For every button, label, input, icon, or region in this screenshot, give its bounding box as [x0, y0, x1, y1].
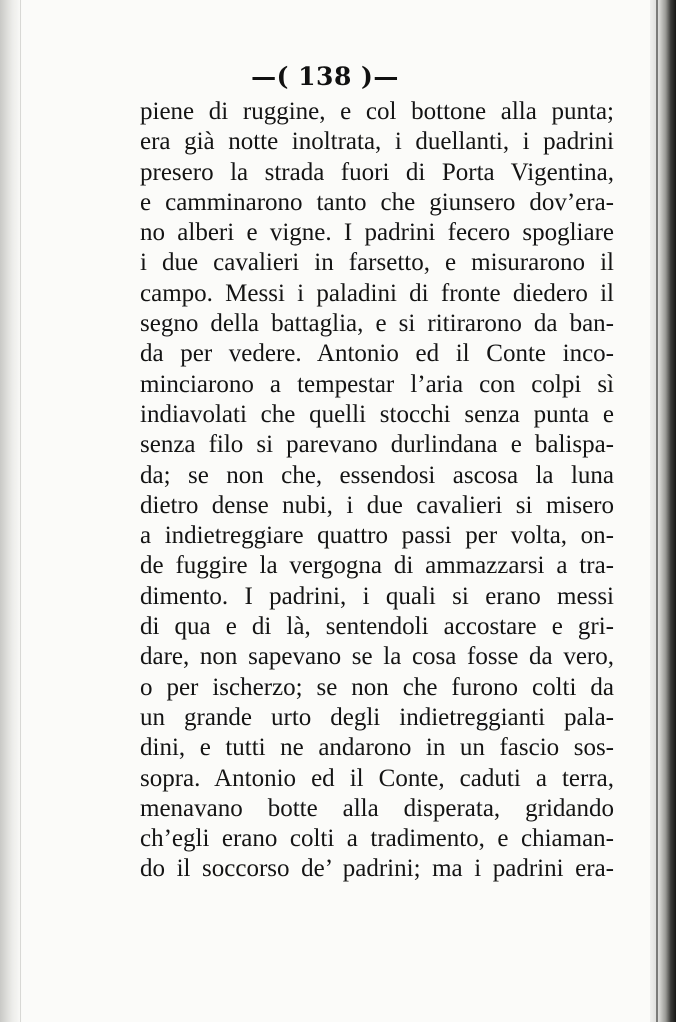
- text-line: era già notte inoltrata, i duellanti, i padrini: [140, 128, 614, 156]
- text-line: a indietreggiare quattro passi per volta, on-: [140, 522, 614, 550]
- text-line: o per ischerzo; se non che furono colti da: [140, 673, 614, 701]
- right-page-edge-shadow: [650, 0, 676, 1022]
- text-line: i due cavalieri in farsetto, e misurarono il: [140, 249, 614, 277]
- text-line: menavano botte alla disperata, gridando: [140, 794, 614, 822]
- text-line: senza filo si parevano durlindana e balispa-: [140, 431, 614, 459]
- text-line: di qua e di là, sentendoli accostare e gri-: [140, 613, 614, 641]
- body-text: [140, 97, 614, 885]
- text-line: un grande urto degli indietreggianti pala-: [140, 703, 614, 731]
- left-page-margin-shadow: [0, 0, 22, 1022]
- text-line: ch’egli erano colti a tradimento, e chiaman-: [140, 825, 614, 853]
- text-line: minciarono a tempestar l’aria con colpi sì: [140, 370, 614, 398]
- text-line: do il soccorso de’ padrini; ma i padrini era-: [140, 855, 614, 883]
- text-line: no alberi e vigne. I padrini fecero spogliare: [140, 219, 614, 247]
- text-line: presero la strada fuori di Porta Vigentina,: [140, 158, 614, 186]
- text-line: sopra. Antonio ed il Conte, caduti a terra,: [140, 764, 614, 792]
- text-line: da per vedere. Antonio ed il Conte inco-: [140, 340, 614, 368]
- text-line: dietro dense nubi, i due cavalieri si misero: [140, 491, 614, 519]
- text-line: da; se non che, essendosi ascosa la luna: [140, 461, 614, 489]
- text-line: dare, non sapevano se la cosa fosse da vero,: [140, 643, 614, 671]
- page-number: —( 138 )—: [251, 62, 399, 91]
- text-line: indiavolati che quelli stocchi senza punta e: [140, 400, 614, 428]
- text-line: dini, e tutti ne andarono in un fascio sos-: [140, 734, 614, 762]
- text-line: piene di ruggine, e col bottone alla punta;: [140, 98, 614, 125]
- text-line: campo. Messi i paladini di fronte diedero il: [140, 279, 614, 307]
- text-line: de fuggire la vergogna di ammazzarsi a tra-: [140, 552, 614, 580]
- text-line: segno della battaglia, e si ritirarono da ban-: [140, 310, 614, 338]
- text-line: e camminarono tanto che giunsero dov’era-: [140, 188, 614, 216]
- text-line: dimento. I padrini, i quali si erano messi: [140, 582, 614, 610]
